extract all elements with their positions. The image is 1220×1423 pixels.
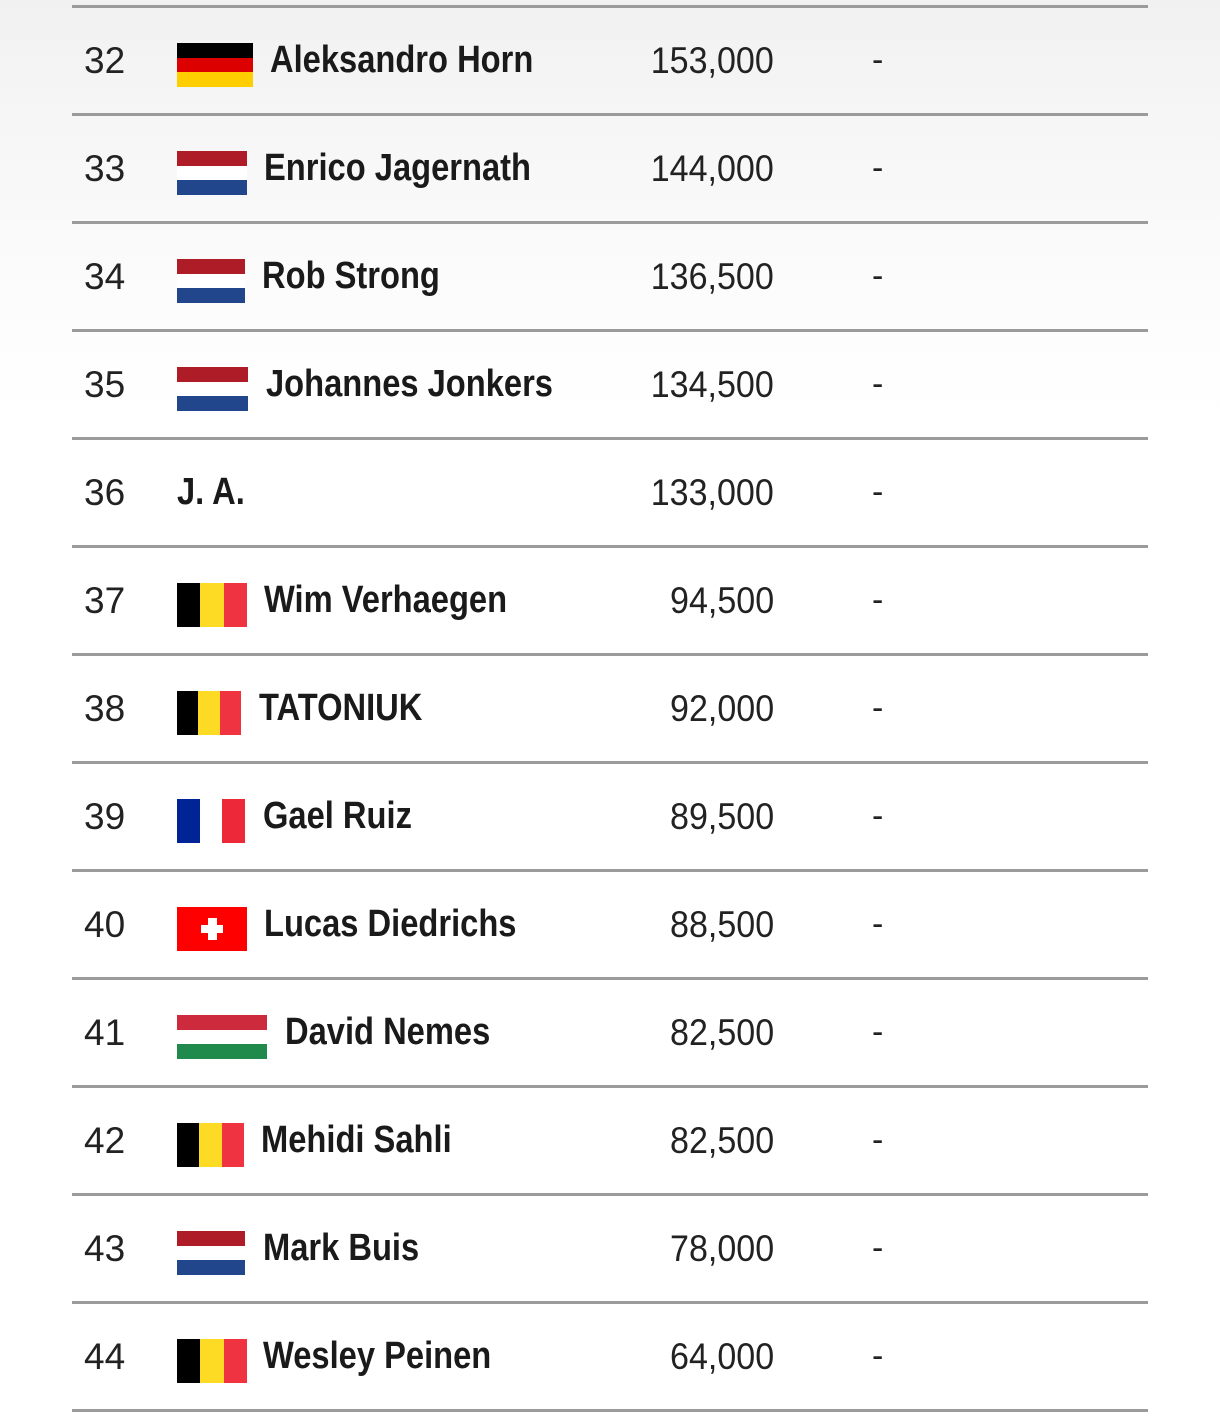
player-name: Rob Strong — [262, 255, 440, 297]
change-cell: - — [872, 257, 884, 295]
change-cell: - — [872, 149, 884, 187]
table-row — [72, 1088, 1148, 1196]
player-name: Lucas Diedrichs — [264, 903, 517, 945]
ranking-table — [72, 0, 1148, 1412]
points-cell: 88,500 — [669, 904, 774, 945]
rank-cell: 38 — [84, 688, 126, 729]
player-name: David Nemes — [285, 1011, 491, 1053]
table-row — [72, 764, 1148, 872]
points-cell: 89,500 — [669, 796, 774, 837]
table-row — [72, 656, 1148, 764]
points-cell: 144,000 — [650, 148, 774, 189]
player-name: Aleksandro Horn — [270, 39, 534, 81]
rank-cell: 43 — [84, 1228, 126, 1269]
rank-cell: 33 — [84, 148, 126, 189]
netherlands-flag-icon — [177, 259, 245, 303]
rank-cell: 41 — [84, 1012, 126, 1053]
change-cell: - — [872, 1013, 884, 1051]
change-cell: - — [872, 1121, 884, 1159]
points-cell: 153,000 — [650, 40, 774, 81]
table-row — [72, 8, 1148, 116]
player-name: Gael Ruiz — [263, 795, 412, 837]
points-cell: 82,500 — [669, 1120, 774, 1161]
points-cell: 133,000 — [650, 472, 774, 513]
table-row — [72, 1304, 1148, 1412]
change-cell: - — [872, 41, 884, 79]
change-cell: - — [872, 905, 884, 943]
change-cell: - — [872, 1229, 884, 1267]
change-cell: - — [872, 689, 884, 727]
player-name: Johannes Jonkers — [266, 363, 553, 405]
player-name: Wesley Peinen — [263, 1335, 492, 1377]
player-name: Mark Buis — [263, 1227, 420, 1269]
rank-cell: 44 — [84, 1336, 126, 1377]
table-row — [72, 440, 1148, 548]
rank-cell: 37 — [84, 580, 126, 621]
change-cell: - — [872, 1337, 884, 1375]
player-name: Wim Verhaegen — [264, 579, 508, 621]
netherlands-flag-icon — [177, 367, 248, 411]
player-name: TATONIUK — [259, 687, 423, 729]
hungary-flag-icon — [177, 1015, 267, 1059]
table-row — [72, 548, 1148, 656]
rank-cell: 36 — [84, 472, 126, 513]
change-cell: - — [872, 473, 884, 511]
table-row — [72, 872, 1148, 980]
belgium-flag-icon — [177, 1339, 247, 1383]
belgium-flag-icon — [177, 1123, 244, 1167]
germany-flag-icon — [177, 43, 253, 87]
points-cell: 64,000 — [669, 1336, 774, 1377]
belgium-flag-icon — [177, 691, 241, 735]
netherlands-flag-icon — [177, 151, 247, 195]
rank-cell: 42 — [84, 1120, 126, 1161]
table-row — [72, 332, 1148, 440]
netherlands-flag-icon — [177, 1231, 245, 1275]
table-row — [72, 980, 1148, 1088]
table-top-divider — [72, 0, 1148, 8]
points-cell: 134,500 — [650, 364, 774, 405]
table-row — [72, 116, 1148, 224]
points-cell: 82,500 — [669, 1012, 774, 1053]
rank-cell: 32 — [84, 40, 126, 81]
france-flag-icon — [177, 799, 245, 843]
points-cell: 94,500 — [669, 580, 774, 621]
change-cell: - — [872, 365, 884, 403]
points-cell: 136,500 — [650, 256, 774, 297]
table-row — [72, 224, 1148, 332]
rank-cell: 35 — [84, 364, 126, 405]
belgium-flag-icon — [177, 583, 247, 627]
rank-cell: 39 — [84, 796, 126, 837]
rank-cell: 40 — [84, 904, 126, 945]
change-cell: - — [872, 797, 884, 835]
points-cell: 92,000 — [669, 688, 774, 729]
player-name: J. A. — [177, 471, 245, 513]
change-cell: - — [872, 581, 884, 619]
player-name: Enrico Jagernath — [264, 147, 531, 189]
switzerland-flag-icon — [177, 907, 247, 951]
rank-cell: 34 — [84, 256, 126, 297]
player-name: Mehidi Sahli — [261, 1119, 452, 1161]
points-cell: 78,000 — [669, 1228, 774, 1269]
table-row — [72, 1196, 1148, 1304]
